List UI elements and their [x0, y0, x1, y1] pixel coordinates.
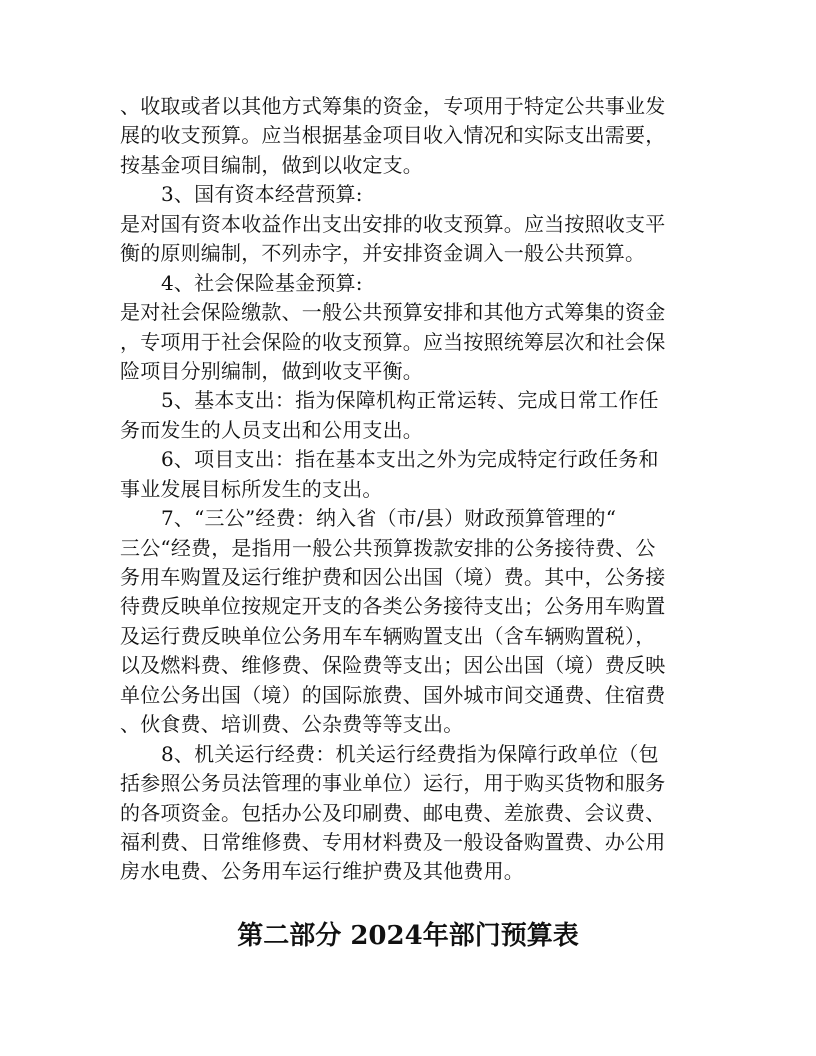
text-line: 三公“经费，是指用一般公共预算拨款安排的公务接待费、公 — [120, 535, 656, 560]
text-line: 括参照公务员法管理的事业单位）运行，用于购买货物和服务 — [120, 771, 666, 796]
text-line: 务用车购置及运行维护费和因公出国（境）费。其中，公务接 — [120, 565, 666, 589]
text-line: 、伙食费、培训费、公杂费等等支出。 — [120, 712, 464, 737]
text-line: 是对国有资本收益作出支出安排的收支预算。应当按照收支平 — [120, 211, 666, 236]
text-line: 4、社会保险基金预算: — [161, 270, 363, 295]
text-line: 衡的原则编制，不列赤字，并安排资金调入一般公共预算。 — [120, 241, 646, 266]
text-line: 5、基本支出：指为保障机构正常运转、完成日常工作任 — [161, 388, 659, 413]
text-line: 按基金项目编制，做到以收定支。 — [120, 152, 423, 177]
text-line: 是对社会保险缴款、一般公共预算安排和其他方式筹集的资金 — [120, 300, 666, 325]
text-line: 6、项目支出：指在基本支出之外为完成特定行政任务和 — [161, 447, 659, 472]
text-line: 、收取或者以其他方式筹集的资金，专项用于特定公共事业发 — [120, 94, 666, 118]
text-line: 房水电费、公务用车运行维护费及其他费用。 — [120, 859, 524, 884]
text-line: 单位公务出国（境）的国际旅费、国外城市间交通费、住宿费 — [120, 682, 666, 707]
text-line: 及运行费反映单位公务用车车辆购置支出（含车辆购置税）， — [120, 623, 656, 648]
text-line: 以及燃料费、维修费、保险费等支出；因公出国（境）费反映 — [120, 653, 666, 678]
text-line: 福利费、日常维修费、专用材料费及一般设备购置费、办公用 — [120, 829, 666, 854]
part-title: 第二部分 2024年部门预算表 — [237, 921, 579, 951]
text-line: 7、“三公”经费：纳入省（市/县）财政预算管理的“ — [161, 506, 617, 531]
text-line: 3、国有资本经营预算: — [161, 182, 363, 207]
text-line: 险项目分别编制，做到收支平衡。 — [120, 358, 423, 383]
text-line: 务而发生的人员支出和公用支出。 — [120, 417, 423, 442]
text-line: 待费反映单位按规定开支的各类公务接待支出；公务用车购置 — [120, 594, 666, 619]
text-line: ，专项用于社会保险的收支预算。应当按照统筹层次和社会保 — [120, 329, 666, 354]
body-text — [120, 92, 700, 887]
text-line: 的各项资金。包括办公及印刷费、邮电费、差旅费、会议费、 — [120, 800, 666, 825]
text-line: 8、机关运行经费：机关运行经费指为保障行政单位（包 — [161, 741, 659, 766]
text-line: 展的收支预算。应当根据基金项目收入情况和实际支出需要， — [120, 123, 666, 148]
text-line: 事业发展目标所发生的支出。 — [120, 476, 383, 501]
